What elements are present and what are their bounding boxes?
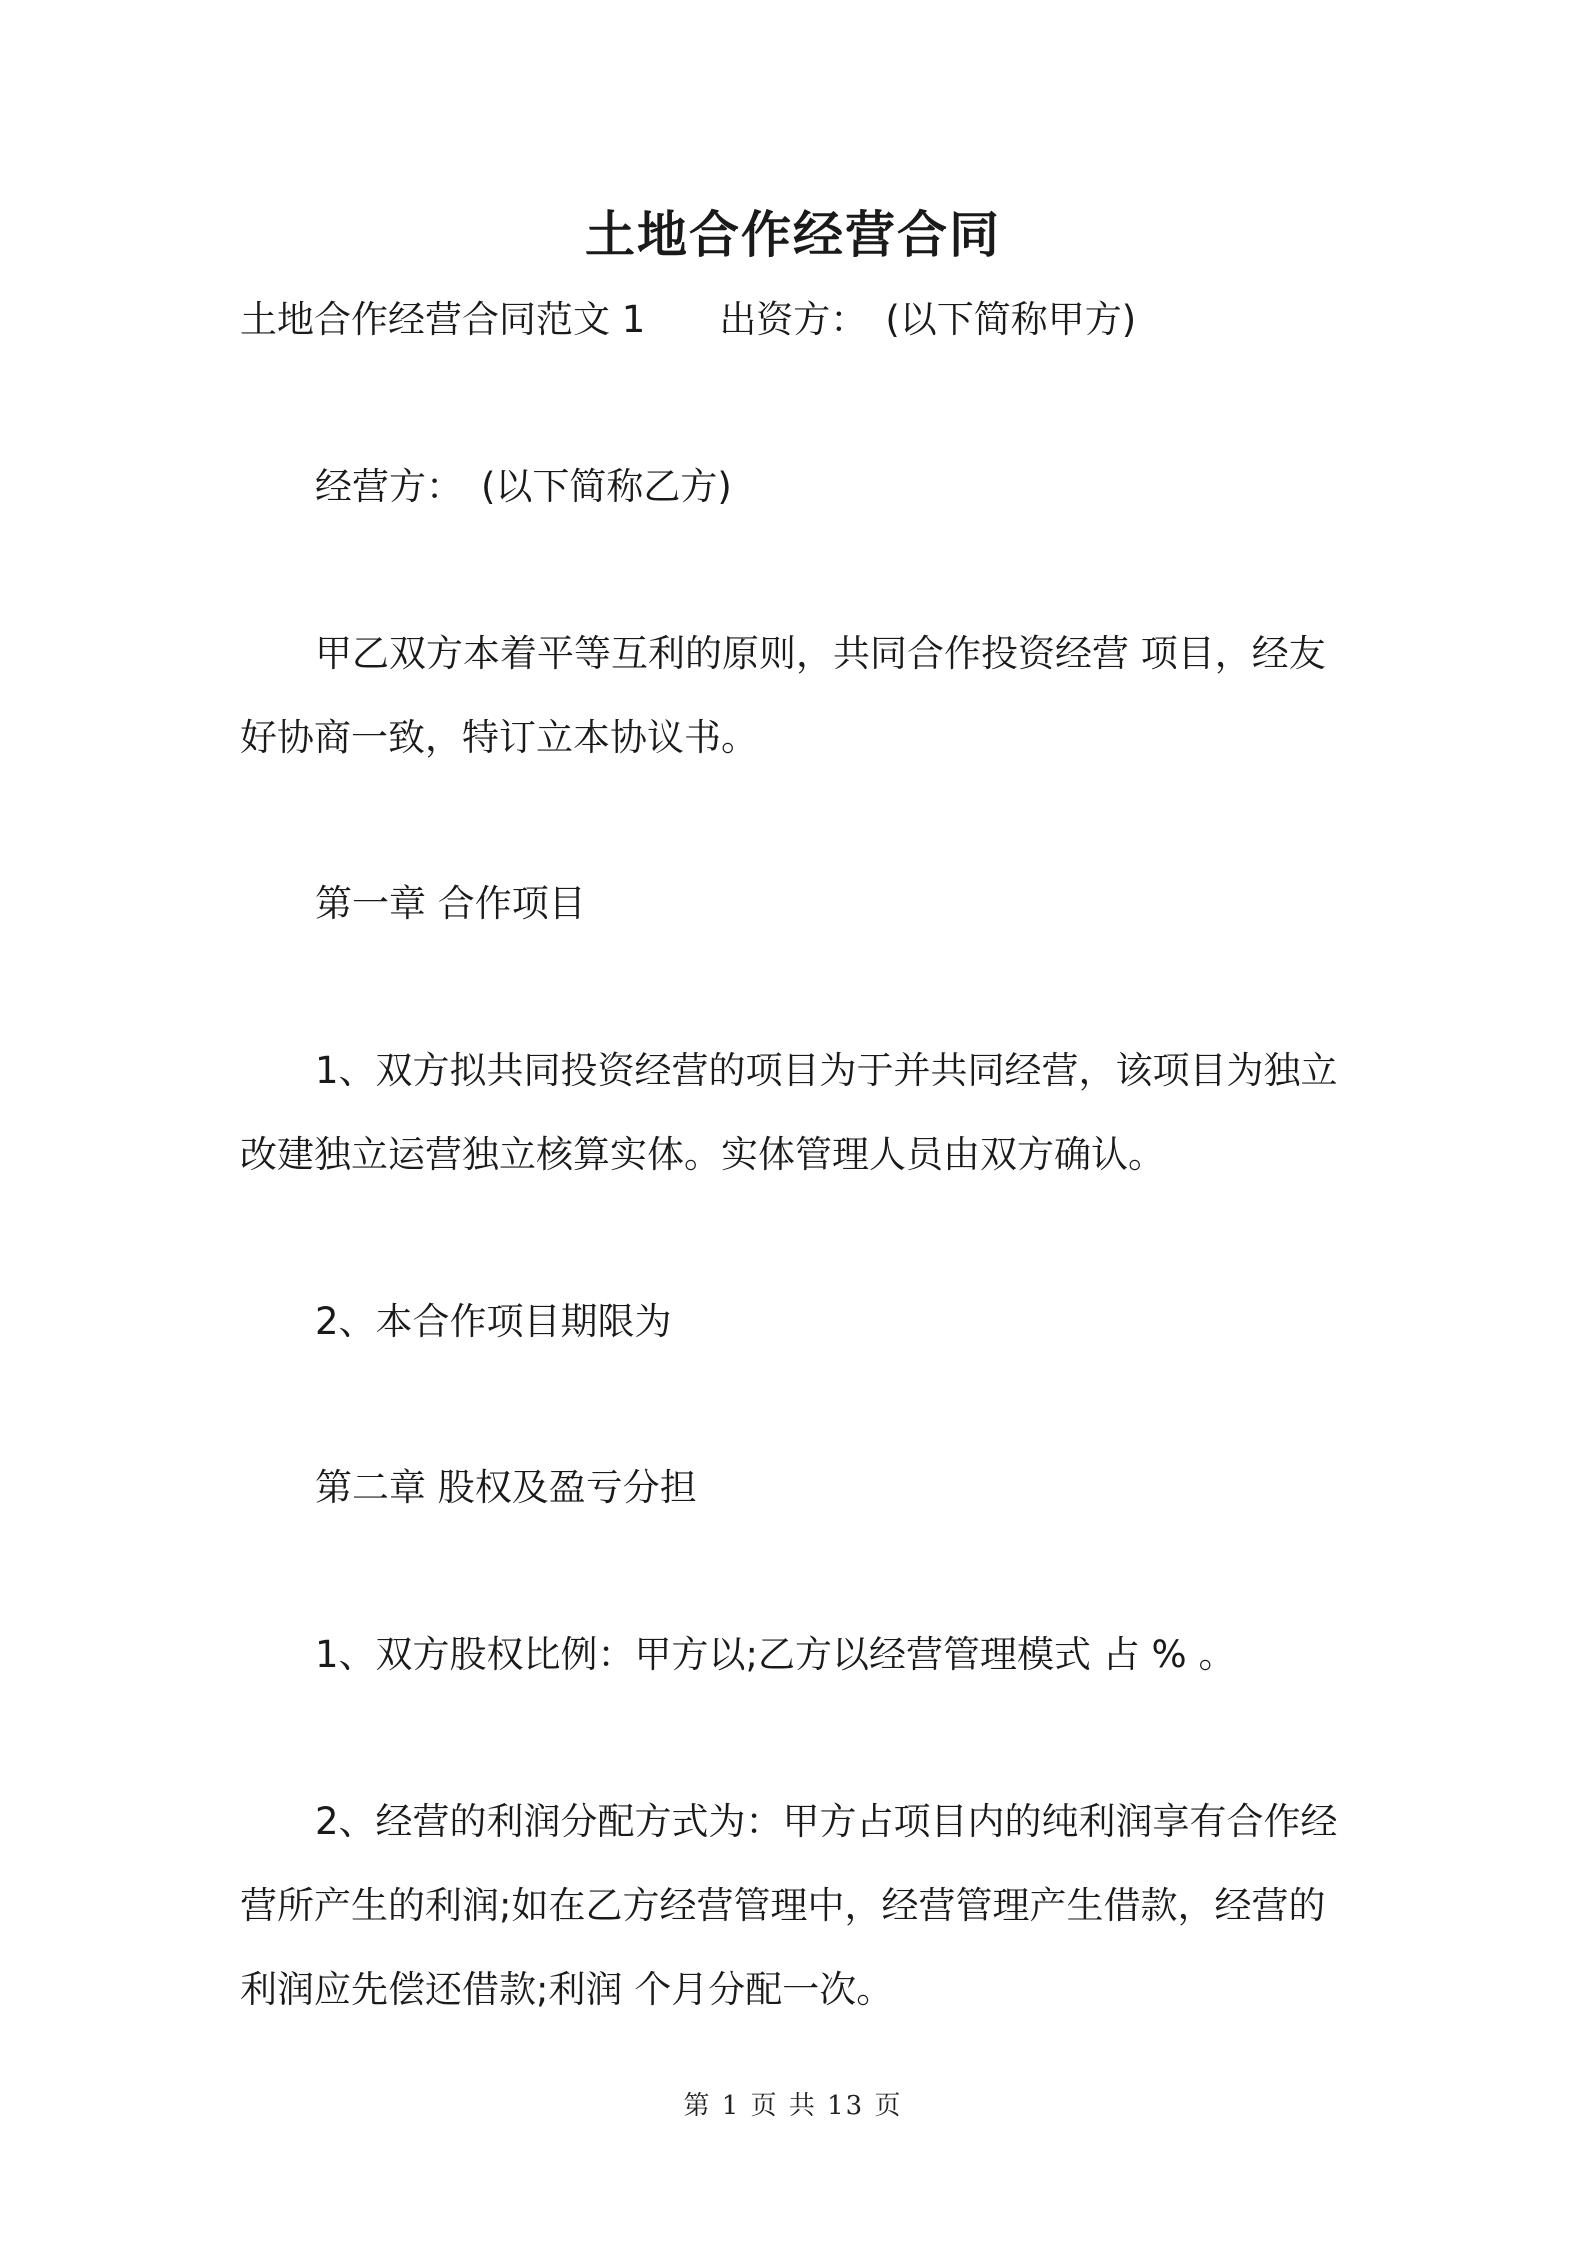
intro-line-1: 甲乙双方本着平等互利的原则，共同合作投资经营 项目，经友 bbox=[315, 632, 1326, 675]
chapter-2-heading: 第二章 股权及盈亏分担 bbox=[315, 1466, 697, 1509]
operator-note: (以下简称乙方) bbox=[481, 465, 732, 508]
chapter-1-heading: 第一章 合作项目 bbox=[315, 882, 586, 925]
page-number-footer: 第 1 页 共 13 页 bbox=[683, 2091, 903, 2121]
chapter-2-item-2-line-3: 利润应先偿还借款;利润 个月分配一次。 bbox=[240, 1968, 894, 2011]
chapter-2-item-2-line-1: 2、经营的利润分配方式为：甲方占项目内的纯利润享有合作经 bbox=[315, 1800, 1338, 1843]
investor-label: 出资方： bbox=[719, 298, 868, 341]
document-title: 土地合作经营合同 bbox=[585, 205, 1001, 264]
subtitle-line bbox=[240, 278, 1360, 362]
intro-line-2: 好协商一致，特订立本协议书。 bbox=[240, 716, 758, 759]
operator-line bbox=[315, 445, 1435, 529]
chapter-1-item-2: 2、本合作项目期限为 bbox=[315, 1300, 672, 1343]
chapter-2-item-1: 1、双方股权比例：甲方以;乙方以经营管理模式 占 % 。 bbox=[315, 1633, 1236, 1676]
subtitle: 土地合作经营合同范文 1 bbox=[240, 298, 646, 341]
chapter-2-item-2-line-2: 营所产生的利润;如在乙方经营管理中，经营管理产生借款，经营的 bbox=[240, 1884, 1326, 1927]
chapter-1-item-1-line-2: 改建独立运营独立核算实体。实体管理人员由双方确认。 bbox=[240, 1133, 1165, 1176]
chapter-1-item-1-line-1: 1、双方拟共同投资经营的项目为于并共同经营，该项目为独立 bbox=[315, 1049, 1338, 1092]
investor-note: (以下简称甲方) bbox=[885, 298, 1137, 341]
operator-label: 经营方： bbox=[315, 465, 463, 508]
